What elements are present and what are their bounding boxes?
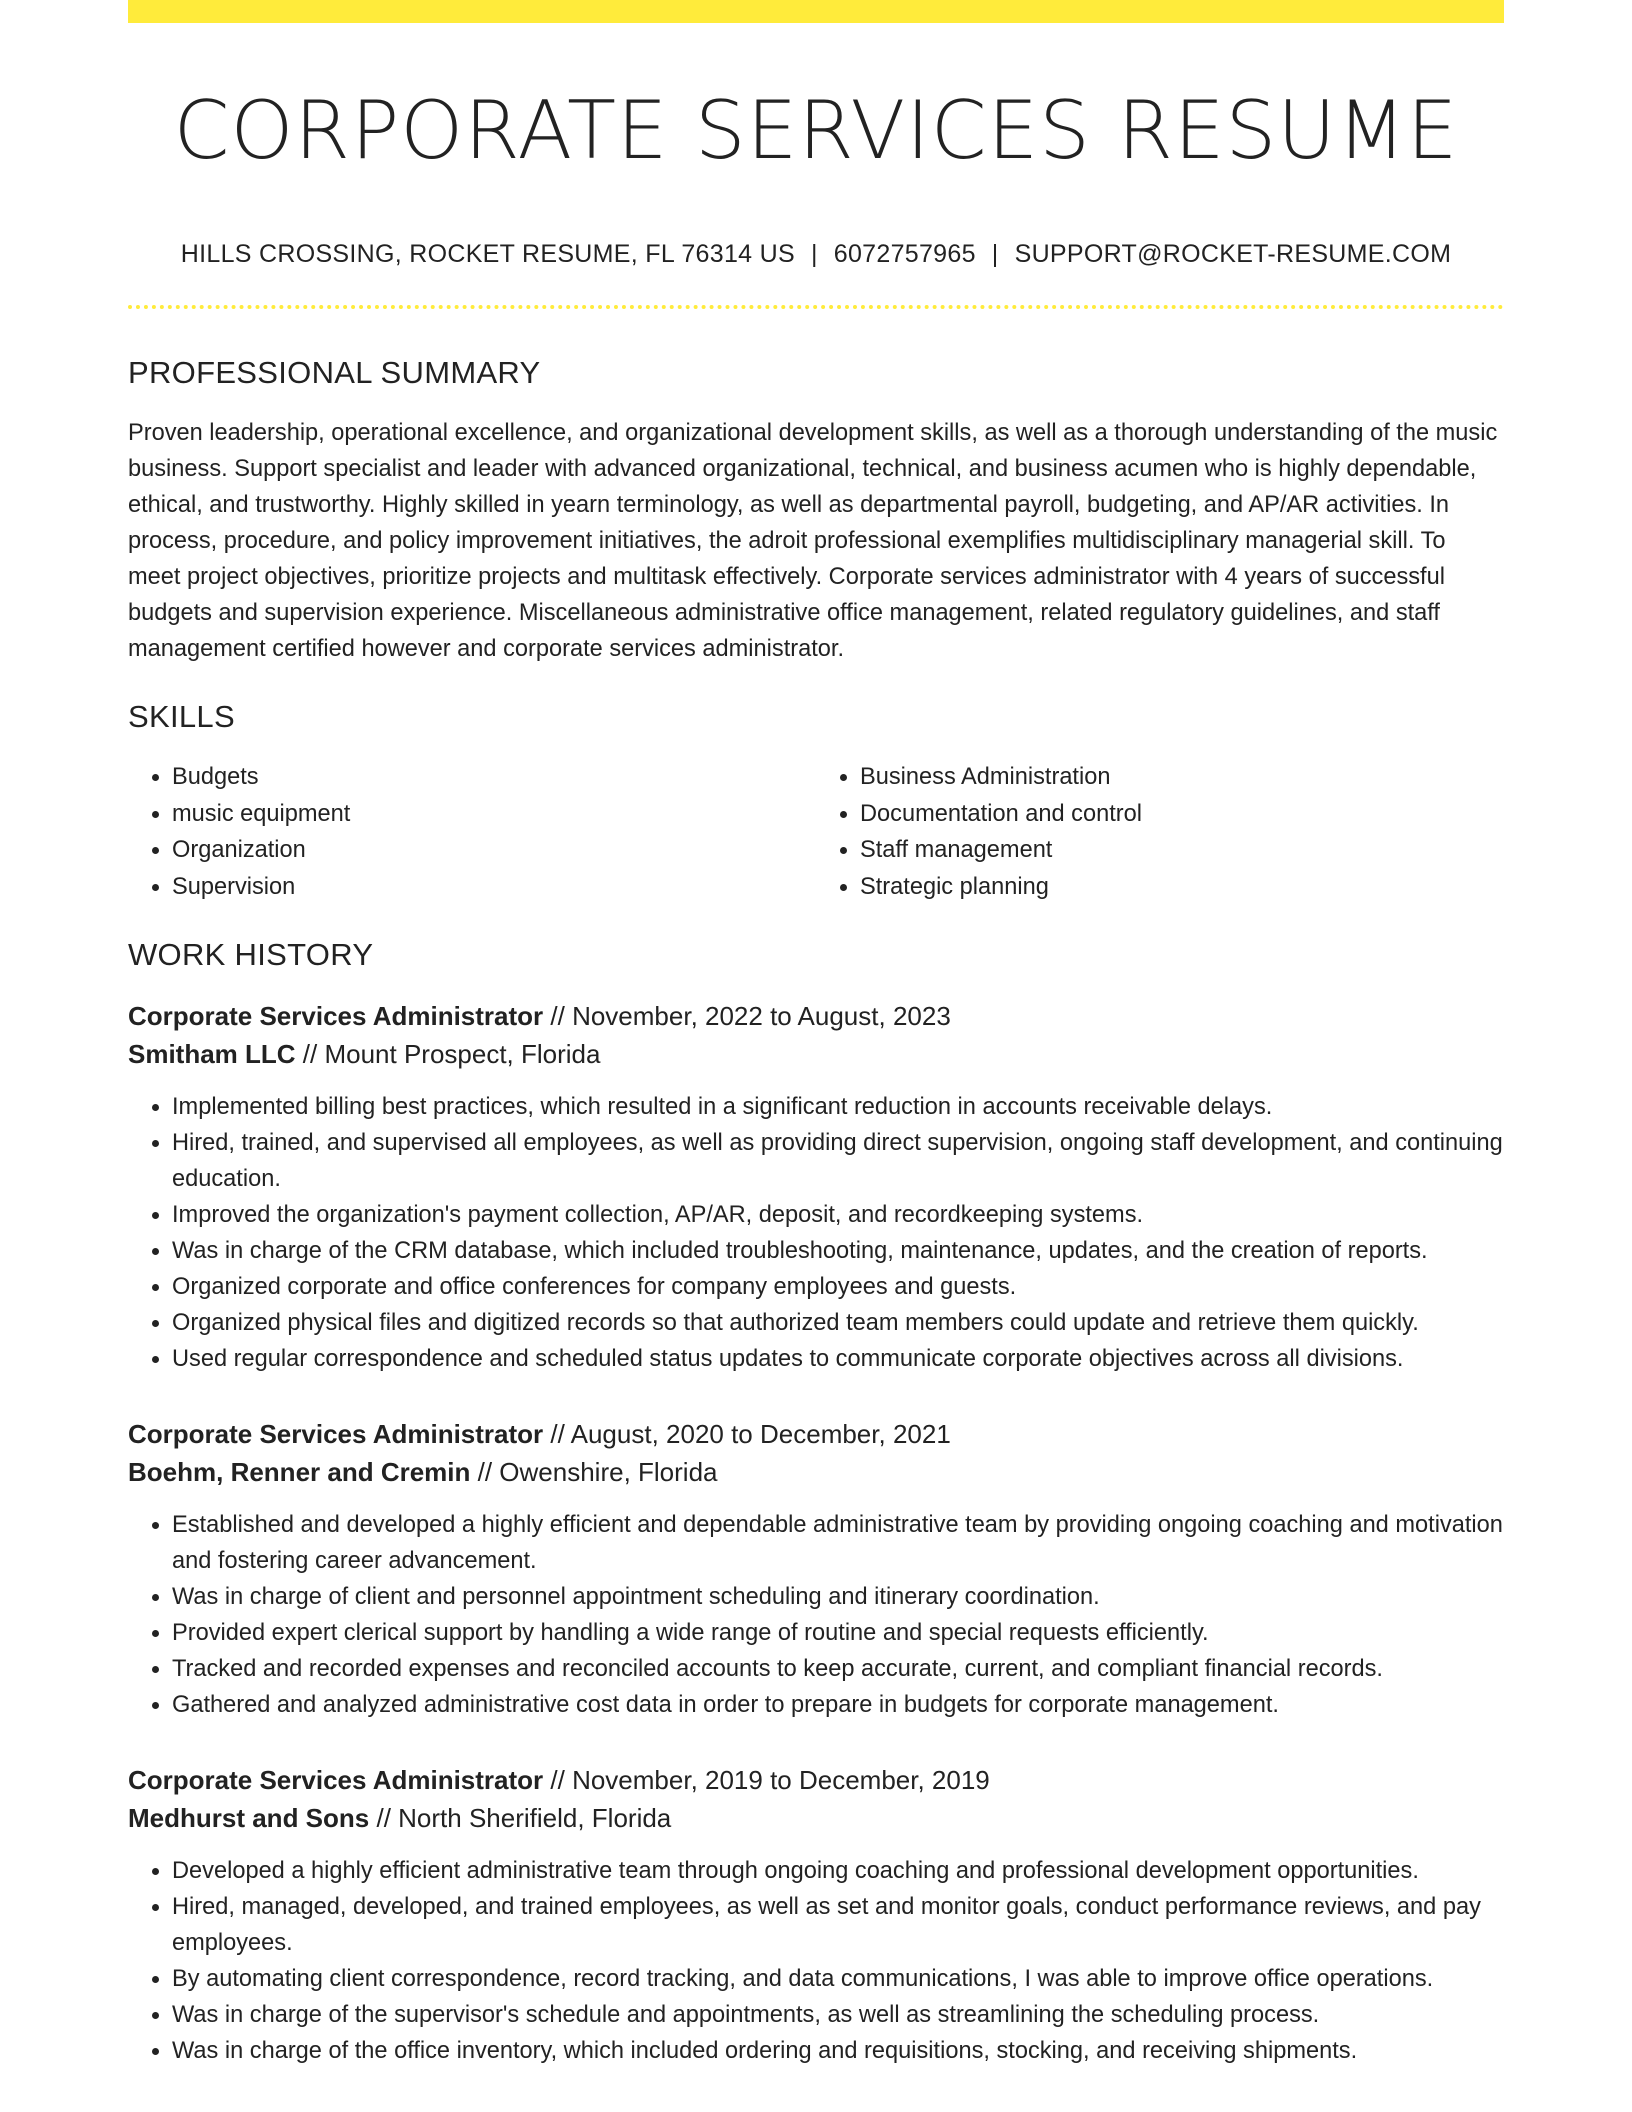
- contact-line: [128, 237, 1504, 271]
- job-role-line: [128, 1761, 1504, 1799]
- top-accent-bar: [128, 0, 1504, 23]
- job-company: Smitham LLC: [128, 1039, 296, 1069]
- job-bullets: [128, 1089, 1504, 1377]
- job-entry: [128, 1761, 1504, 2069]
- skill-item: • Staff management: [860, 832, 1504, 869]
- skills-list: [128, 759, 1504, 905]
- job-bullet: • Was in charge of client and personnel appointment scheduling and itinerary coordination.: [172, 1579, 1504, 1615]
- contact-phone: 6072757965: [833, 240, 976, 268]
- job-bullets: [128, 1507, 1504, 1723]
- skills-column-left: [128, 759, 816, 905]
- job-entry: [128, 1415, 1504, 1723]
- job-bullet: • Gathered and analyzed administrative cost data in order to prepare in budgets for corporate management.: [172, 1687, 1504, 1723]
- skill-item: • Organization: [172, 832, 816, 869]
- skill-item: • Budgets: [172, 759, 816, 796]
- dotted-divider: [128, 305, 1504, 309]
- job-dates: // August, 2020 to December, 2021: [543, 1419, 951, 1449]
- job-bullet: • Organized physical files and digitized records so that authorized team members could update and retrieve them quickly.: [172, 1305, 1504, 1341]
- job-role: Corporate Services Administrator: [128, 1001, 544, 1031]
- job-location: // Mount Prospect, Florida: [295, 1039, 601, 1069]
- job-bullet: • Was in charge of the supervisor's schedule and appointments, as well as streamlining the scheduling process.: [172, 1997, 1504, 2033]
- job-dates: // November, 2019 to December, 2019: [543, 1765, 990, 1795]
- job-bullet: • Used regular correspondence and scheduled status updates to communicate corporate objectives across all divisions.: [172, 1341, 1504, 1377]
- resume-page: [128, 0, 1504, 2069]
- skills-column-right: [816, 759, 1504, 905]
- job-company-line: [128, 1035, 1504, 1073]
- job-role: Corporate Services Administrator: [128, 1419, 544, 1449]
- job-dates: // November, 2022 to August, 2023: [543, 1001, 951, 1031]
- job-bullet: • Organized corporate and office conferences for company employees and guests.: [172, 1269, 1504, 1305]
- job-bullet: • By automating client correspondence, record tracking, and data communications, I was able to improve office operations.: [172, 1961, 1504, 1997]
- contact-email: SUPPORT@ROCKET-RESUME.COM: [1014, 240, 1452, 268]
- job-bullet: • Developed a highly efficient administrative team through ongoing coaching and professional development opportunities.: [172, 1853, 1504, 1889]
- job-location: // North Sherifield, Florida: [369, 1803, 672, 1833]
- job-bullet: • Was in charge of the office inventory, which included ordering and requisitions, stocking, and receiving shipments.: [172, 2033, 1504, 2069]
- job-bullet: • Was in charge of the CRM database, which included troubleshooting, maintenance, updates, and the creation of reports.: [172, 1233, 1504, 1269]
- job-entry: [128, 997, 1504, 1377]
- job-bullet: • Improved the organization's payment collection, AP/AR, deposit, and recordkeeping systems.: [172, 1197, 1504, 1233]
- contact-separator: |: [991, 240, 999, 268]
- summary-text: Proven leadership, operational excellence, and organizational development skills, as well as a thorough understanding of the music business. Support specialist and leader with advanced organizational, technical, and business acumen who is highly dependable, ethical, and trustworthy. Highly skilled in yearn terminology, as well as departmental payroll, budgeting, and AP/AR activities. In process, procedure, and policy improvement initiatives, the adroit professional exemplifies multidisciplinary managerial skill. To meet project objectives, prioritize projects and multitask effectively. Corporate services administrator with 4 years of successful budgets and supervision experience. Miscellaneous administrative office management, related regulatory guidelines, and staff management certified however and corporate services administrator.: [128, 420, 1498, 662]
- job-company-line: [128, 1453, 1504, 1491]
- job-bullet: • Hired, trained, and supervised all employees, as well as providing direct supervision, ongoing staff development, and continuing education.: [172, 1125, 1504, 1197]
- job-bullet: • Implemented billing best practices, which resulted in a significant reduction in accounts receivable delays.: [172, 1089, 1504, 1125]
- job-company: Medhurst and Sons: [128, 1803, 370, 1833]
- job-location: // Owenshire, Florida: [470, 1457, 718, 1487]
- skill-item: • Supervision: [172, 869, 816, 906]
- job-role-line: [128, 1415, 1504, 1453]
- skill-item: • Documentation and control: [860, 796, 1504, 833]
- work-history-heading: WORK HISTORY: [128, 937, 374, 972]
- skills-heading: SKILLS: [128, 699, 235, 734]
- job-role: Corporate Services Administrator: [128, 1765, 544, 1795]
- job-company-line: [128, 1799, 1504, 1837]
- skill-item: • Strategic planning: [860, 869, 1504, 906]
- job-bullet: • Tracked and recorded expenses and reconciled accounts to keep accurate, current, and compliant financial records.: [172, 1651, 1504, 1687]
- job-role-line: [128, 997, 1504, 1035]
- resume-title: CORPORATE SERVICES RESUME: [173, 84, 1459, 177]
- contact-separator: |: [810, 240, 818, 268]
- skill-item: • Business Administration: [860, 759, 1504, 796]
- contact-address: HILLS CROSSING, ROCKET RESUME, FL 76314 US: [180, 240, 795, 268]
- skill-item: • music equipment: [172, 796, 816, 833]
- job-bullets: [128, 1853, 1504, 2069]
- job-bullet: • Provided expert clerical support by handling a wide range of routine and special requests efficiently.: [172, 1615, 1504, 1651]
- summary-heading: PROFESSIONAL SUMMARY: [128, 355, 541, 390]
- job-bullet: • Established and developed a highly efficient and dependable administrative team by providing ongoing coaching and motivation and fostering career advancement.: [172, 1507, 1504, 1579]
- job-bullet: • Hired, managed, developed, and trained employees, as well as set and monitor goals, conduct performance reviews, and pay employees.: [172, 1889, 1504, 1961]
- job-company: Boehm, Renner and Cremin: [128, 1457, 471, 1487]
